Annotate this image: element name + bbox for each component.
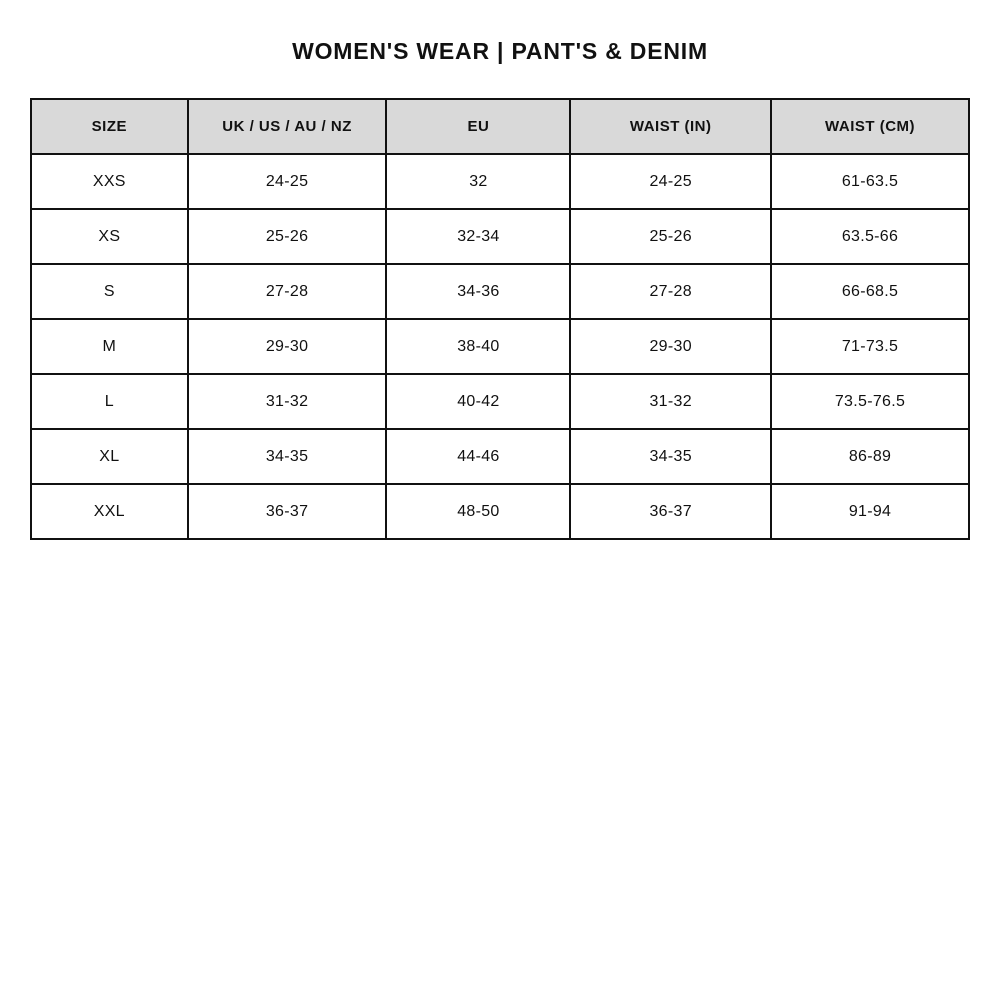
table-cell: 29-30 — [570, 319, 771, 374]
table-cell: 40-42 — [386, 374, 570, 429]
column-header-waist-in: WAIST (IN) — [570, 99, 771, 154]
table-cell: 32 — [386, 154, 570, 209]
table-cell: 27-28 — [188, 264, 387, 319]
table-row — [31, 319, 969, 374]
table-row — [31, 429, 969, 484]
column-header-waist-cm: WAIST (CM) — [771, 99, 969, 154]
table-cell: 44-46 — [386, 429, 570, 484]
table-cell: 38-40 — [386, 319, 570, 374]
table-row — [31, 154, 969, 209]
table-cell: 36-37 — [570, 484, 771, 539]
table-cell: 34-35 — [188, 429, 387, 484]
table-cell: XL — [31, 429, 188, 484]
column-header-uk-us-au-nz: UK / US / AU / NZ — [188, 99, 387, 154]
table-cell: S — [31, 264, 188, 319]
page-title: WOMEN'S WEAR | PANT'S & DENIM — [292, 38, 708, 64]
table-cell: 61-63.5 — [771, 154, 969, 209]
table-header-row — [31, 99, 969, 154]
table-cell: 48-50 — [386, 484, 570, 539]
table-cell: 31-32 — [188, 374, 387, 429]
table-cell: 31-32 — [570, 374, 771, 429]
table-cell: 66-68.5 — [771, 264, 969, 319]
table-cell: M — [31, 319, 188, 374]
table-cell: 24-25 — [188, 154, 387, 209]
table-row — [31, 484, 969, 539]
table-row — [31, 209, 969, 264]
table-cell: 91-94 — [771, 484, 969, 539]
table-cell: 34-35 — [570, 429, 771, 484]
table-cell: 27-28 — [570, 264, 771, 319]
table-body — [31, 154, 969, 539]
table-row — [31, 374, 969, 429]
table-cell: 86-89 — [771, 429, 969, 484]
table-cell: 24-25 — [570, 154, 771, 209]
table-row — [31, 264, 969, 319]
size-chart-table — [30, 98, 970, 540]
table-cell: XXS — [31, 154, 188, 209]
column-header-eu: EU — [386, 99, 570, 154]
table-cell: 36-37 — [188, 484, 387, 539]
table-cell: XS — [31, 209, 188, 264]
table-cell: 32-34 — [386, 209, 570, 264]
table-cell: 25-26 — [188, 209, 387, 264]
table-cell: 29-30 — [188, 319, 387, 374]
table-cell: 34-36 — [386, 264, 570, 319]
table-header — [31, 99, 969, 154]
table-cell: 71-73.5 — [771, 319, 969, 374]
table-cell: 25-26 — [570, 209, 771, 264]
column-header-size: SIZE — [31, 99, 188, 154]
table-cell: XXL — [31, 484, 188, 539]
table-cell: L — [31, 374, 188, 429]
table-cell: 63.5-66 — [771, 209, 969, 264]
table-cell: 73.5-76.5 — [771, 374, 969, 429]
